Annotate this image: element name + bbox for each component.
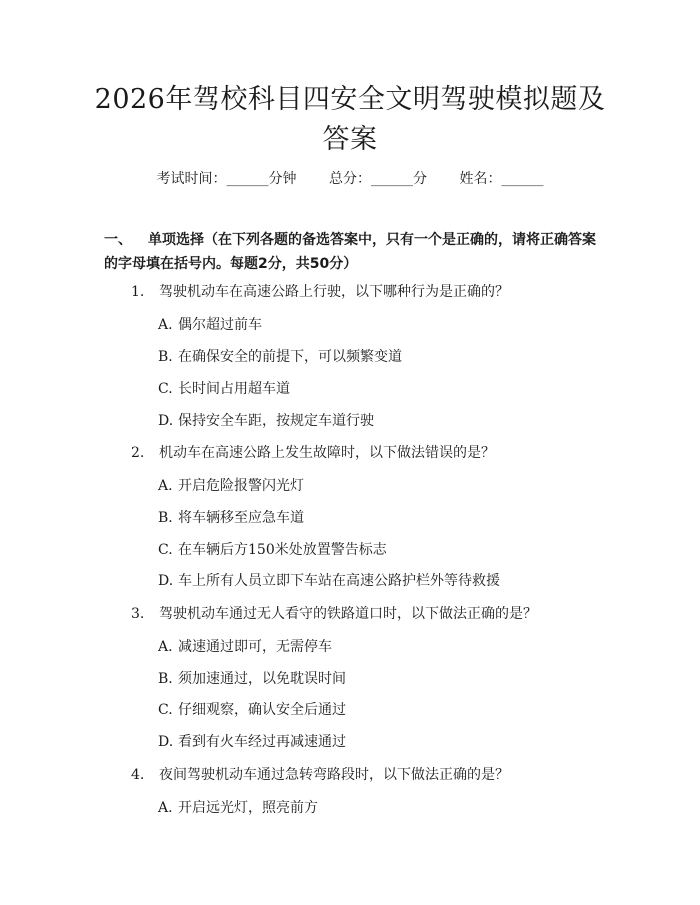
question-4: [131, 764, 509, 784]
question-number: 3.: [131, 606, 145, 622]
option-letter: A.: [158, 639, 173, 655]
section-number: 一、: [104, 232, 132, 248]
option-letter: D.: [158, 413, 174, 429]
option-text: 开启远光灯，照亮前方: [178, 800, 318, 816]
option-text: 须加速通过，以免耽误时间: [178, 671, 346, 687]
score-field: [329, 171, 427, 187]
page-title: 2026年驾校科目四安全文明驾驶模拟题及答案: [94, 84, 606, 155]
option-letter: C.: [158, 542, 173, 558]
score-label: 总分：: [329, 171, 371, 187]
section-instructions: 单项选择（在下列各题的备选答案中，只有一个是正确的，请将正确答案的字母填在括号内。每题2分，共50分）: [104, 232, 596, 272]
option-2b: [158, 507, 304, 527]
option-1b: [158, 346, 402, 366]
option-letter: B.: [158, 510, 173, 526]
option-text: 将车辆移至应急车道: [178, 510, 304, 526]
question-3: [131, 603, 537, 623]
option-3a: [158, 636, 332, 656]
option-text: 车上所有人员立即下车站在高速公路护栏外等待救援: [178, 573, 500, 589]
option-text: 看到有火车经过再减速通过: [178, 734, 346, 750]
name-field: [459, 171, 543, 187]
question-text: 驾驶机动车在高速公路上行驶，以下哪种行为是正确的？: [159, 284, 509, 300]
score-blank: ______: [371, 171, 413, 187]
option-letter: C.: [158, 381, 173, 397]
option-text: 偶尔超过前车: [178, 317, 262, 333]
question-2: [131, 442, 495, 462]
option-text: 开启危险报警闪光灯: [178, 478, 304, 494]
time-blank: ______: [226, 171, 269, 187]
option-3c: [158, 699, 346, 719]
option-2a: [158, 475, 304, 495]
option-letter: A.: [158, 800, 173, 816]
option-letter: C.: [158, 702, 173, 718]
option-letter: A.: [158, 317, 173, 333]
question-number: 4.: [131, 767, 145, 783]
exam-meta: [0, 168, 700, 188]
name-blank: ______: [501, 171, 544, 187]
option-letter: B.: [158, 671, 173, 687]
question-1: [131, 281, 509, 301]
option-3b: [158, 668, 346, 688]
option-3d: [158, 731, 346, 751]
option-letter: D.: [158, 734, 174, 750]
section-heading: [104, 228, 604, 276]
time-label: 考试时间：: [156, 171, 227, 187]
option-1a: [158, 314, 262, 334]
option-letter: D.: [158, 573, 174, 589]
option-text: 在确保安全的前提下，可以频繁变道: [178, 349, 402, 365]
time-field: [157, 171, 297, 187]
option-2c: [158, 539, 387, 559]
name-label: 姓名：: [459, 171, 502, 187]
option-2d: [158, 570, 500, 590]
option-1d: [158, 410, 374, 430]
score-unit: 分: [413, 171, 427, 187]
option-text: 长时间占用超车道: [178, 381, 290, 397]
question-number: 1.: [131, 284, 145, 300]
question-text: 机动车在高速公路上发生故障时，以下做法错误的是？: [159, 445, 495, 461]
time-unit: 分钟: [268, 171, 297, 187]
option-letter: B.: [158, 349, 173, 365]
option-text: 在车辆后方150米处放置警告标志: [178, 542, 387, 558]
option-4a: [158, 797, 318, 817]
option-text: 仔细观察，确认安全后通过: [178, 702, 346, 718]
option-text: 减速通过即可，无需停车: [178, 639, 332, 655]
question-number: 2.: [131, 445, 145, 461]
question-text: 驾驶机动车通过无人看守的铁路道口时，以下做法正确的是？: [159, 606, 537, 622]
question-text: 夜间驾驶机动车通过急转弯路段时，以下做法正确的是？: [159, 767, 509, 783]
option-1c: [158, 378, 290, 398]
option-text: 保持安全车距，按规定车道行驶: [178, 413, 374, 429]
option-letter: A.: [158, 478, 173, 494]
